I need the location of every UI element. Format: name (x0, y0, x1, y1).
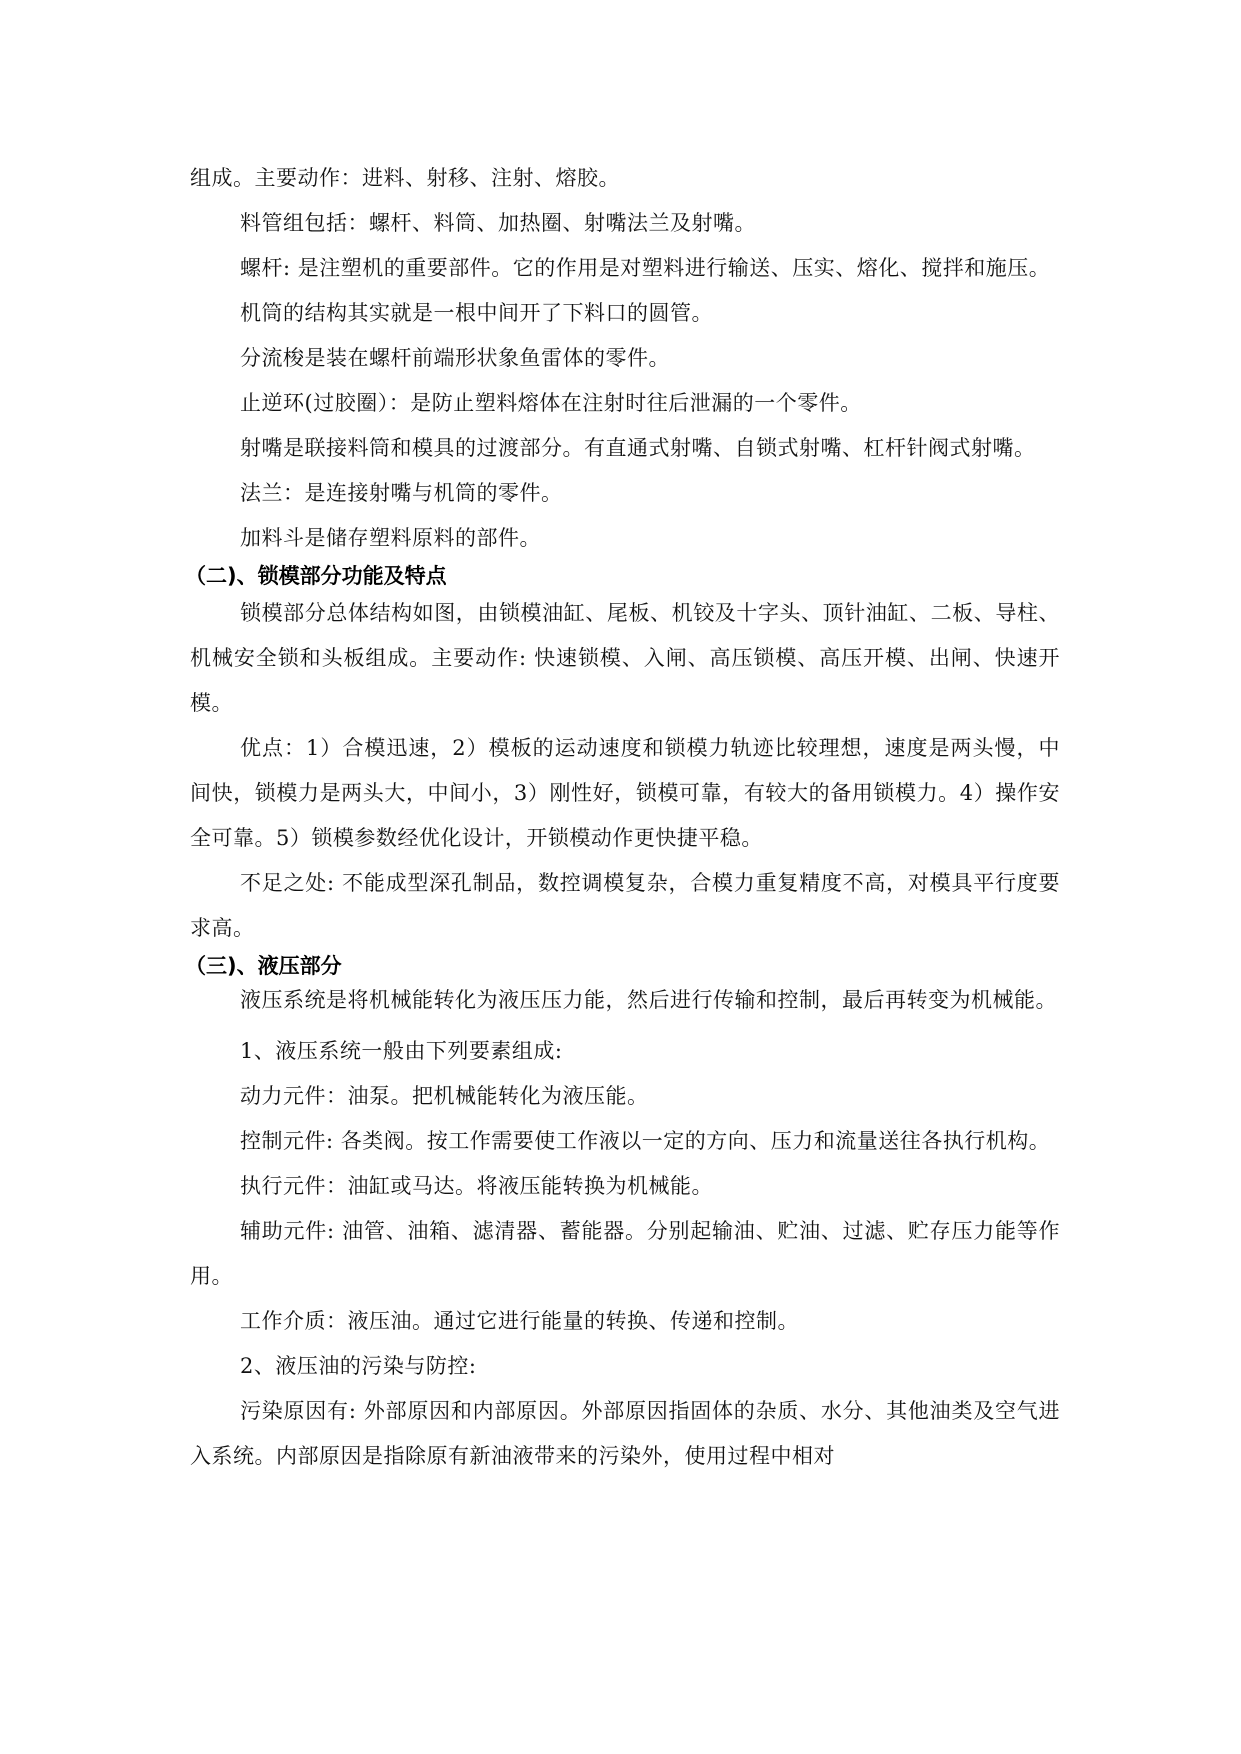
paragraph: 组成。主要动作：进料、射移、注射、熔胶。 (190, 166, 620, 190)
paragraph: 加料斗是储存塑料原料的部件。 (240, 526, 541, 550)
paragraph: 锁模部分总体结构如图，由锁模油缸、尾板、机铰及十字头、顶针油缸、二板、导柱、机械安全锁和头板组成。主要动作: 快速锁模、入闸、高压锁模、高压开模、出闸、快速开模。 (190, 601, 1060, 715)
paragraph: 控制元件: 各类阀。按工作需要使工作液以一定的方向、压力和流量送往各执行机构。 (240, 1129, 1051, 1153)
document-page (185, 156, 1060, 1479)
paragraph: 工作介质：液压油。通过它进行能量的转换、传递和控制。 (240, 1309, 799, 1333)
paragraph: 2、液压油的污染与防控: (240, 1354, 477, 1378)
paragraph: 螺杆: 是注塑机的重要部件。它的作用是对塑料进行输送、压实、熔化、搅拌和施压。 (240, 256, 1051, 280)
paragraph: 法兰：是连接射嘴与机筒的零件。 (240, 481, 563, 505)
paragraph: 不足之处: 不能成型深孔制品，数控调模复杂，合模力重复精度不高，对模具平行度要求高。 (190, 871, 1060, 940)
paragraph: 料管组包括：螺杆、料筒、加热圈、射嘴法兰及射嘴。 (240, 211, 756, 235)
paragraph: 执行元件：油缸或马达。将液压能转换为机械能。 (240, 1174, 713, 1198)
paragraph: 射嘴是联接料筒和模具的过渡部分。有直通式射嘴、自锁式射嘴、杠杆针阀式射嘴。 (240, 436, 1036, 460)
paragraph: 液压系统是将机械能转化为液压压力能，然后进行传输和控制，最后再转变为机械能。 (240, 988, 1057, 1012)
paragraph: 机筒的结构其实就是一根中间开了下料口的圆管。 (240, 301, 713, 325)
section-heading: （三)、液压部分 (185, 954, 342, 978)
paragraph: 分流梭是装在螺杆前端形状象鱼雷体的零件。 (240, 346, 670, 370)
paragraph: 止逆环(过胶圈）：是防止塑料熔体在注射时往后泄漏的一个零件。 (240, 391, 862, 415)
paragraph: 辅助元件: 油管、油箱、滤清器、蓄能器。分别起输油、贮油、过滤、贮存压力能等作用。 (190, 1219, 1060, 1288)
paragraph: 动力元件：油泵。把机械能转化为液压能。 (240, 1084, 649, 1108)
paragraph: 污染原因有: 外部原因和内部原因。外部原因指固体的杂质、水分、其他油类及空气进入系统。内部原因是指除原有新油液带来的污染外，使用过程中相对 (190, 1399, 1060, 1468)
paragraph: 1、液压系统一般由下列要素组成: (240, 1039, 563, 1063)
section-heading: （二)、锁模部分功能及特点 (185, 564, 447, 588)
paragraph: 优点：1）合模迅速，2）模板的运动速度和锁模力轨迹比较理想，速度是两头慢，中间快，锁模力是两头大，中间小，3）刚性好，锁模可靠，有较大的备用锁模力。4）操作安全可靠。5）锁模参数经优化设计，开锁模动作更快捷平稳。 (190, 736, 1060, 850)
